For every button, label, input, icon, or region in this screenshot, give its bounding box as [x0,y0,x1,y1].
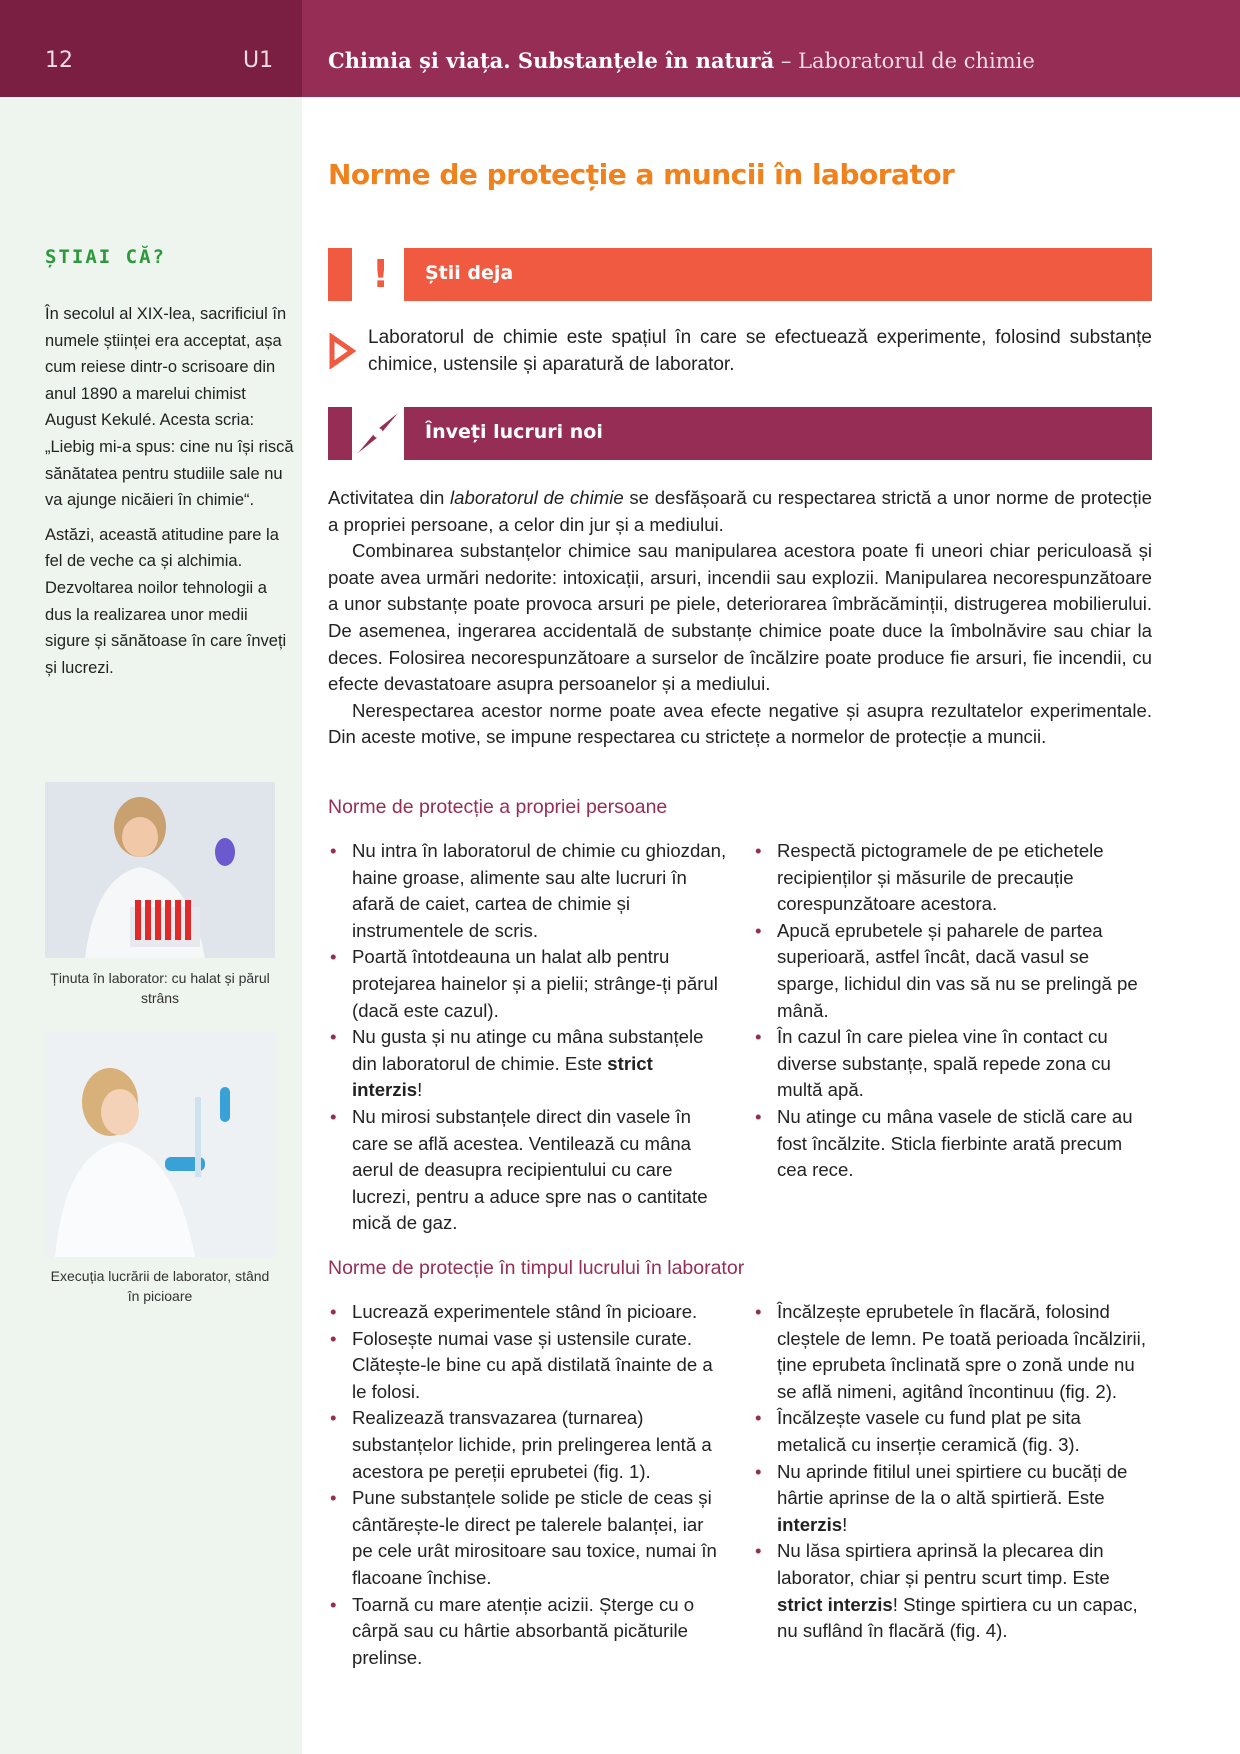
exclamation-icon: ! [372,252,390,296]
stii-deja-text: Laboratorul de chimie este spațiul în care se efectuează experimente, folosind substanțe chimice, ustensile și aparatură de laborator. [368,327,1152,375]
stii-deja-marker [328,248,352,301]
page-number: 12 [45,48,73,73]
compass-needle-icon [356,411,400,455]
list-item [328,1299,728,1326]
emphasis: laboratorul de chimie [450,487,624,508]
text: ! [842,1513,848,1535]
sidebar-heading: ȘTIAI CĂ? [45,246,166,268]
text: Respectă pictogramele de pe etichetele recipienților și măsurile de precauție corespunzătoare acestora. [777,840,1104,915]
photo-caption: Execuția lucrării de laborator, stând în picioare [50,1268,270,1304]
photo-caption: Ținuta în laborator: cu halat și părul strâns [50,970,270,1006]
list-item [753,918,1153,1024]
section-heading: Norme de protecție în timpul lucrului în laborator [328,1257,745,1279]
text: Activitatea din [328,487,450,508]
bold-text: strict interzis [352,1052,653,1101]
list-item [753,1299,1153,1405]
text: Nu intra în laboratorul de chimie cu ghiozdan, haine groase, alimente sau alte lucruri în afară de caiet, cartea de chimie și instrumentele de scris. [352,840,727,941]
bullet-list [328,838,728,1237]
chapter-title-sub: Laboratorul de chimie [798,49,1035,73]
bullet-list [753,838,1153,1184]
list-item [753,838,1153,918]
text: Realizează transvazarea (turnarea) substanțelor lichide, prin prelingerea lentă a acestora pe pereții eprubetei (fig. 1). [352,1407,712,1482]
play-triangle-icon [328,333,356,369]
text: Lucrează experimentele stând în picioare. [352,1301,698,1322]
section-heading: Norme de protecție a propriei persoane [328,796,668,818]
bold-text: strict interzis [777,1593,893,1615]
intro-paragraph: Combinarea substanțelor chimice sau manipularea acestora poate fi uneori chiar periculoasă și poate avea urmări nedorite: intoxicații, arsuri, incendii sau explozii. Manipularea necorespunzătoare a unor substanțe poate provoca arsuri pe piele, deteriorarea îmbrăcăminții, distrugerea mobilierului. De asemenea, ingerarea accidentală de substanțe chimice poate duce la îmbolnăvire sau chiar la deces. Folosirea necorespunzătoare a surselor de încălzire poate produce fie arsuri, fie incendii, cu efecte devastatoare asupra persoanelor și a mediului. [328,540,1152,695]
list-item [328,1405,728,1485]
inveti-marker [328,407,352,460]
bullet-list [753,1299,1153,1645]
text: ! Stinge spirtiera cu un capac, nu suflând în flacără (fig. 4). [777,1593,1138,1642]
text: Apucă eprubetele și paharele de partea superioară, astfel încât, dacă vasul se sparge, lichidul din vas să nu se prelingă pe mână. [777,919,1138,1021]
list-item [328,838,728,944]
list-item [753,1459,1153,1539]
intro-paragraph: Nerespectarea acestor norme poate avea efecte negative și asupra rezultatelor experimentale. Din aceste motive, se impune respectarea cu strictețe a normelor de protecție a muncii. [328,699,1152,748]
chapter-title-sep: – [774,49,799,73]
list-item [753,1405,1153,1458]
stii-deja-bar: Știi deja [404,248,1152,301]
text: Nu aprinde fitilul unei spirtiere cu bucăți de hârtie aprinse de la o altă spirtieră. Este [777,1460,1128,1509]
inveti-bar: Înveți lucruri noi [404,407,1152,460]
text: Nu mirosi substanțele direct din vasele în care se află acestea. Ventilează cu mâna aerul de deasupra recipientului cu care lucrezi, pentru a aduce spre nas o cantitate mică de gaz. [352,1105,708,1234]
text: Nu gusta și nu atinge cu mâna substanțele din laboratorul de chimie. Este [352,1026,704,1074]
chapter-title-main: Chimia și viața. Substanțele în natură [328,48,775,73]
bold-text: interzis [777,1513,843,1535]
photo-lab-work [45,1032,275,1257]
sidebar-paragraph: Astăzi, această atitudine pare la fel de veche ca și alchimia. Dezvoltarea noilor tehnologii a dus la realizarea unor medii sigure și sănătoase în care înveți și lucrezi. [45,525,287,677]
list-item [753,1104,1153,1184]
intro-paragraph [328,485,1152,538]
photo-lab-attire [45,782,275,958]
text: În cazul în care pielea vine în contact cu diverse substanțe, spală repede zona cu multă apă. [777,1026,1111,1101]
sidebar-paragraph: În secolul al XIX-lea, sacrificiul în numele științei era acceptat, așa cum reiese dintr-o scrisoare din anul 1890 a marelui chimist August Kekulé. Acesta scria: „Liebig mi-a spus: cine nu își riscă sănătatea pentru studiile sale nu va ajunge nicăieri în chimie“. [45,305,294,510]
list-item [328,1485,728,1591]
intro-text [328,485,1152,751]
text: Poartă întotdeauna un halat alb pentru protejarea hainelor și a pielii; strânge-ți părul (dacă este cazul). [352,946,718,1021]
list-item [328,1326,728,1406]
sidebar-text [45,301,295,681]
list-item [328,944,728,1024]
chapter-title [328,48,1035,73]
text: Încălzește vasele cu fund plat pe sita metalică cu inserție ceramică (fig. 3). [777,1407,1081,1455]
text: Nu lăsa spirtiera aprinsă la plecarea din laborator, chiar și pentru scurt timp. Este [777,1540,1110,1588]
text: se desfășoară cu respectarea strictă a unor norme de protecție a propriei persoane, a celor din jur și a mediului. [328,487,1152,535]
text: Folosește numai vase și ustensile curate. Clătește-le bine cu apă distilată înainte de a le folosi. [352,1327,713,1402]
text: Nu atinge cu mâna vasele de sticlă care au fost încălzite. Sticla fierbinte arată precum cea rece. [777,1105,1133,1181]
page-header [0,0,1240,97]
text: ! [417,1079,423,1101]
list-item [753,1538,1153,1644]
bullet-list [328,1299,728,1671]
unit-label: U1 [243,48,274,73]
text: Pune substanțele solide pe sticle de ceas și cântărește-le direct pe talerele balanței, iar pe cele urât mirositoare sau toxice, numai în flacoane închise. [352,1487,717,1588]
page-title: Norme de protecție a muncii în laborator [328,158,955,191]
list-item [328,1592,728,1672]
list-item [328,1024,728,1104]
list-item [328,1104,728,1237]
text: Toarnă cu mare atenție acizii. Șterge cu o cârpă sau cu hârtie absorbantă picăturile prelinse. [352,1593,695,1668]
list-item [753,1024,1153,1104]
text: Încălzește eprubetele în flacără, folosind cleștele de lemn. Pe toată perioada încălzirii, ține eprubeta înclinată spre o zonă unde nu se află nimeni, agitând încontinuu (fig. 2). [777,1301,1146,1402]
